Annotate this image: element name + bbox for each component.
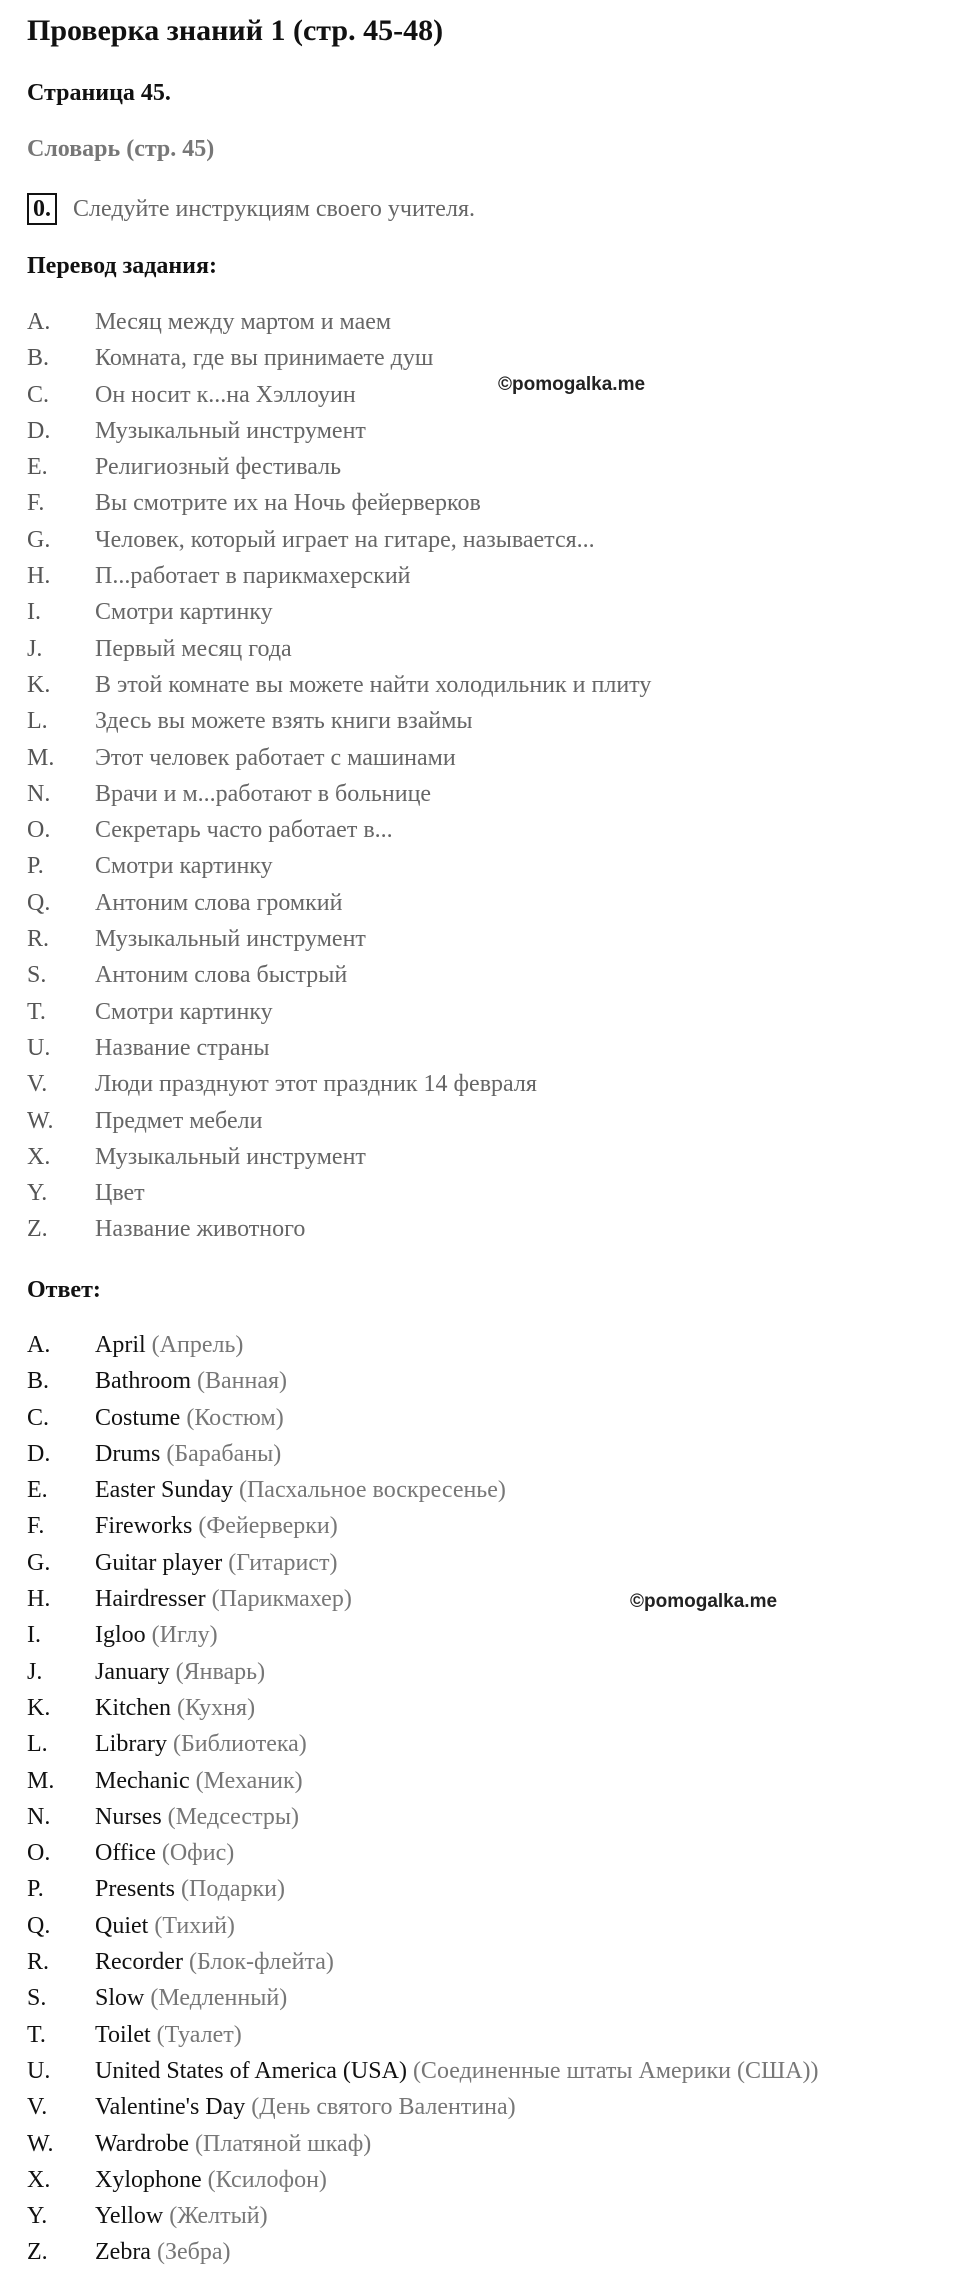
answer-english: Costume xyxy=(95,1404,181,1431)
item-letter: Q. xyxy=(27,889,51,916)
answer-russian: (Подарки) xyxy=(181,1876,285,1903)
item-text: Вы смотрите их на Ночь фейерверков xyxy=(95,490,481,517)
item-letter: Y. xyxy=(27,2203,48,2230)
item-letter: B. xyxy=(27,1368,50,1395)
answer-russian: (Желтый) xyxy=(169,2203,268,2230)
item-text: Религиозный фестиваль xyxy=(95,454,342,481)
list-item xyxy=(27,1211,651,1247)
item-letter: J. xyxy=(27,635,43,662)
item-letter: L. xyxy=(27,708,48,735)
answer-russian: (Гитарист) xyxy=(228,1549,338,1576)
list-item xyxy=(27,885,651,921)
item-letter: X. xyxy=(27,1143,51,1170)
answer-english: Igloo xyxy=(95,1622,146,1649)
answer-english: Drums xyxy=(95,1440,161,1467)
translation-list xyxy=(27,304,651,1248)
list-item xyxy=(27,1908,819,1944)
answer-russian: (Платяной шкаф) xyxy=(195,2130,372,2157)
item-text: Цвет xyxy=(95,1180,145,1207)
answer-english: Bathroom xyxy=(95,1368,191,1395)
item-letter: G. xyxy=(27,1549,51,1576)
list-item xyxy=(27,522,651,558)
item-text: Музыкальный инструмент xyxy=(95,926,366,953)
list-item xyxy=(27,1980,819,2016)
list-item xyxy=(27,2162,819,2198)
item-text: Он носит к...на Хэллоуин xyxy=(95,381,356,408)
list-item xyxy=(27,1726,819,1762)
list-item xyxy=(27,1690,819,1726)
answer-english: Office xyxy=(95,1840,156,1867)
answer-russian: (Пасхальное воскресенье) xyxy=(238,1477,506,1504)
list-item xyxy=(27,2017,819,2053)
list-item xyxy=(27,1508,819,1544)
list-item xyxy=(27,1799,819,1835)
item-letter: N. xyxy=(27,1803,51,1830)
list-item xyxy=(27,1763,819,1799)
item-letter: E. xyxy=(27,1477,48,1504)
page-title: Проверка знаний 1 (стр. 45-48) xyxy=(27,14,444,47)
list-item xyxy=(27,594,651,630)
item-letter: H. xyxy=(27,563,51,590)
item-letter: M. xyxy=(27,744,55,771)
answer-english: Slow xyxy=(95,1985,145,2012)
item-text: Антоним слова громкий xyxy=(95,889,343,916)
item-letter: A. xyxy=(27,1332,51,1358)
item-letter: E. xyxy=(27,454,48,481)
list-item xyxy=(27,921,651,957)
list-item xyxy=(27,1139,651,1175)
list-item xyxy=(27,1363,819,1399)
answer-english: Presents xyxy=(95,1876,175,1903)
answer-russian: (Парикмахер) xyxy=(211,1586,352,1613)
answer-english: Mechanic xyxy=(95,1767,190,1794)
answer-russian: (День святого Валентина) xyxy=(251,2094,516,2121)
list-item xyxy=(27,994,651,1030)
list-item xyxy=(27,1400,819,1436)
page-number-label: Страница 45. xyxy=(27,80,171,106)
item-text: Врачи и м...работают в больнице xyxy=(95,780,432,807)
answer-english: Wardrobe xyxy=(95,2130,190,2157)
answer-russian: (Ксилофон) xyxy=(207,2166,327,2193)
list-item xyxy=(27,1066,651,1102)
item-text: П...работает в парикмахерский xyxy=(95,563,411,590)
item-text: Предмет мебели xyxy=(95,1107,263,1134)
item-letter: Z. xyxy=(27,2239,48,2266)
answer-list xyxy=(27,1327,819,2271)
item-letter: S. xyxy=(27,1985,47,2012)
list-item xyxy=(27,667,651,703)
list-item xyxy=(27,740,651,776)
item-letter: D. xyxy=(27,1440,51,1467)
item-letter: I. xyxy=(27,599,41,626)
list-item xyxy=(27,485,651,521)
list-item xyxy=(27,1327,819,1363)
answer-english: Fireworks xyxy=(95,1513,193,1540)
item-letter: U. xyxy=(27,1034,51,1061)
answer-english: Xylophone xyxy=(95,2166,202,2193)
list-item xyxy=(27,1436,819,1472)
answer-russian: (Офис) xyxy=(161,1840,235,1867)
answer-russian: (Кухня) xyxy=(176,1694,256,1721)
item-letter: P. xyxy=(27,853,44,880)
item-letter: A. xyxy=(27,309,51,335)
list-item xyxy=(27,1835,819,1871)
list-item xyxy=(27,2126,819,2162)
item-letter: M. xyxy=(27,1767,55,1794)
item-text: Здесь вы можете взять книги взаймы xyxy=(95,708,473,735)
item-letter: F. xyxy=(27,490,45,517)
answer-russian: (Соединенные штаты Америки (США)) xyxy=(412,2057,819,2084)
answer-english: United States of America (USA) xyxy=(95,2057,407,2084)
item-letter: P. xyxy=(27,1876,44,1903)
item-text: Комната, где вы принимаете душ xyxy=(95,345,434,372)
list-item xyxy=(27,558,651,594)
item-letter: N. xyxy=(27,780,51,807)
answer-english: Nurses xyxy=(95,1803,162,1830)
item-letter: X. xyxy=(27,2166,51,2193)
answer-english: Valentine's Day xyxy=(95,2094,246,2121)
item-letter: C. xyxy=(27,1404,50,1431)
list-item xyxy=(27,1617,819,1653)
item-letter: G. xyxy=(27,526,51,553)
answer-english: Quiet xyxy=(95,1912,149,1939)
item-letter: R. xyxy=(27,926,50,953)
answer-english: Hairdresser xyxy=(95,1586,206,1613)
watermark-top: ©pomogalka.me xyxy=(498,374,646,395)
list-item xyxy=(27,1030,651,1066)
item-text: Люди празднуют этот праздник 14 февраля xyxy=(95,1071,537,1098)
list-item xyxy=(27,1175,651,1211)
item-text: Месяц между мартом и маем xyxy=(95,309,392,335)
list-item xyxy=(27,1472,819,1508)
list-item xyxy=(27,340,651,376)
item-text: Антоним слова быстрый xyxy=(95,962,348,989)
list-item xyxy=(27,1944,819,1980)
item-letter: D. xyxy=(27,417,51,444)
item-text: Смотри картинку xyxy=(95,599,273,626)
answer-russian: (Тихий) xyxy=(154,1912,235,1939)
item-letter: Y. xyxy=(27,1180,48,1207)
list-item xyxy=(27,957,651,993)
list-item xyxy=(27,703,651,739)
watermark-bottom: ©pomogalka.me xyxy=(630,1591,778,1612)
answer-english: Kitchen xyxy=(95,1694,171,1721)
item-letter: T. xyxy=(27,998,46,1025)
item-letter: O. xyxy=(27,817,51,844)
item-letter: K. xyxy=(27,671,51,698)
item-letter: V. xyxy=(27,2094,48,2121)
item-text: Музыкальный инструмент xyxy=(95,1143,366,1170)
answer-russian: (Ванная) xyxy=(197,1368,288,1395)
item-text: Название животного xyxy=(95,1216,306,1243)
item-letter: C. xyxy=(27,381,50,408)
list-item xyxy=(27,848,651,884)
item-letter: S. xyxy=(27,962,47,989)
answer-english: Recorder xyxy=(95,1949,183,1976)
item-text: Человек, который играет на гитаре, называется... xyxy=(95,526,595,553)
item-text: Первый месяц года xyxy=(95,635,292,662)
section-label: Словарь (стр. 45) xyxy=(27,136,215,162)
list-item xyxy=(27,812,651,848)
answer-russian: (Блок-флейта) xyxy=(188,1949,334,1976)
item-letter: O. xyxy=(27,1840,51,1867)
answer-english: April xyxy=(95,1332,146,1358)
item-letter: W. xyxy=(27,1107,54,1134)
answer-heading: Ответ: xyxy=(27,1277,101,1303)
list-item xyxy=(27,1103,651,1139)
answer-english: January xyxy=(95,1658,170,1685)
item-letter: Z. xyxy=(27,1216,48,1243)
item-letter: V. xyxy=(27,1071,48,1098)
item-letter: J. xyxy=(27,1658,43,1685)
list-item xyxy=(27,449,651,485)
item-text: Музыкальный инструмент xyxy=(95,417,366,444)
instruction-text: Следуйте инструкциям своего учителя. xyxy=(73,195,475,222)
item-text: Смотри картинку xyxy=(95,998,273,1025)
list-item xyxy=(27,2198,819,2234)
answer-russian: (Зебра) xyxy=(156,2239,231,2266)
answer-russian: (Библиотека) xyxy=(172,1731,307,1758)
item-letter: H. xyxy=(27,1586,51,1613)
answer-russian: (Туалет) xyxy=(156,2021,242,2048)
item-text: Смотри картинку xyxy=(95,853,273,880)
item-text: Секретарь часто работает в... xyxy=(95,817,393,844)
item-letter: T. xyxy=(27,2021,46,2048)
item-letter: Q. xyxy=(27,1912,51,1939)
list-item xyxy=(27,1871,819,1907)
answer-russian: (Иглу) xyxy=(151,1622,218,1649)
item-letter: R. xyxy=(27,1949,50,1976)
list-item xyxy=(27,631,651,667)
answer-russian: (Фейерверки) xyxy=(198,1513,338,1540)
item-letter: F. xyxy=(27,1513,45,1540)
answer-english: Library xyxy=(95,1731,167,1758)
list-item xyxy=(27,776,651,812)
item-letter: K. xyxy=(27,1694,51,1721)
answer-russian: (Барабаны) xyxy=(166,1440,282,1467)
answer-english: Toilet xyxy=(95,2021,151,2048)
answer-russian: (Костюм) xyxy=(186,1404,284,1431)
item-letter: U. xyxy=(27,2057,51,2084)
item-letter: W. xyxy=(27,2130,54,2157)
item-letter: I. xyxy=(27,1622,41,1649)
list-item xyxy=(27,1654,819,1690)
translation-heading: Перевод задания: xyxy=(27,253,217,279)
item-text: Название страны xyxy=(95,1034,270,1061)
answer-russian: (Январь) xyxy=(175,1658,266,1685)
answer-russian: (Медленный) xyxy=(150,1985,288,2012)
list-item xyxy=(27,2234,819,2270)
item-text: В этой комнате вы можете найти холодильник и плиту xyxy=(95,671,652,698)
list-item xyxy=(27,413,651,449)
answer-russian: (Механик) xyxy=(195,1767,303,1794)
answer-english: Yellow xyxy=(95,2203,164,2230)
item-text: Этот человек работает с машинами xyxy=(95,744,456,771)
answer-russian: (Апрель) xyxy=(151,1332,244,1358)
list-item xyxy=(27,1545,819,1581)
answer-english: Easter Sunday xyxy=(95,1477,233,1504)
list-item xyxy=(27,2089,819,2125)
item-letter: L. xyxy=(27,1731,48,1758)
answer-english: Guitar player xyxy=(95,1549,223,1576)
answer-english: Zebra xyxy=(95,2239,151,2266)
item-letter: B. xyxy=(27,345,50,372)
task-instruction xyxy=(27,193,475,225)
task-number-box: 0. xyxy=(27,193,57,225)
answer-russian: (Медсестры) xyxy=(167,1803,299,1830)
list-item xyxy=(27,2053,819,2089)
list-item xyxy=(27,304,651,340)
